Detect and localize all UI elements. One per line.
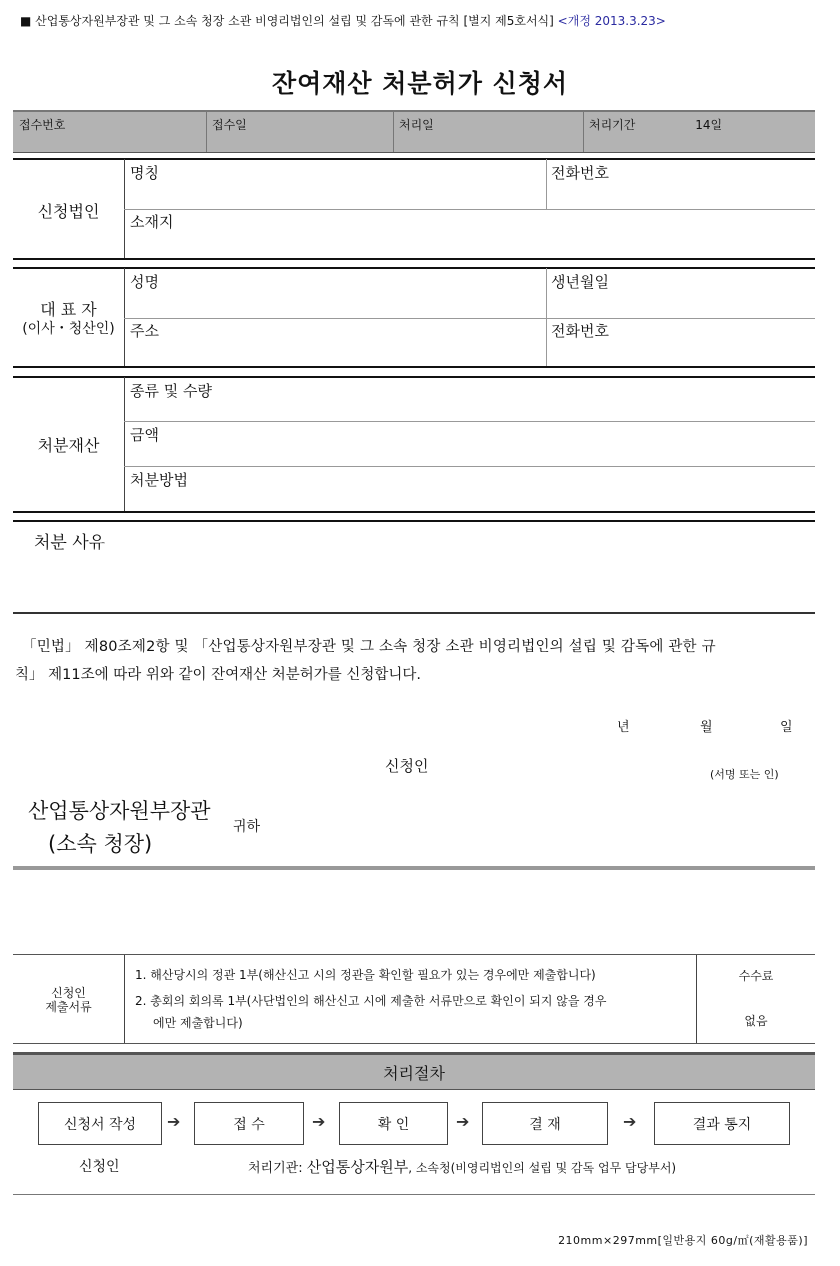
rep-birth-label: 생년월일 <box>551 273 609 291</box>
corp-phone-label: 전화번호 <box>551 164 609 182</box>
corp-address-field[interactable] <box>125 210 815 257</box>
procedure-agency <box>248 1156 676 1177</box>
corp-address-label: 소재지 <box>130 213 174 231</box>
paper-spec: 210mm×297mm[일반용지 60g/㎡(재활용품)] <box>558 1234 808 1247</box>
document-item-2: 2. 총회의 회의록 1부(사단법인의 해산신고 시에 제출한 서류만으로 확인이 되지 않을 경우 <box>135 994 607 1008</box>
procedure-title: 처리절차 <box>383 1063 445 1083</box>
statement-line-2: 칙」 제11조에 따라 위와 같이 잔여재산 처분허가를 신청합니다. <box>15 667 421 683</box>
divider <box>13 511 815 513</box>
property-amount-label: 금액 <box>130 426 159 444</box>
applicant-signature-field[interactable] <box>440 752 700 776</box>
statement-line-1: 「민법」 제80조제2항 및 「산업통상자원부장관 및 그 소속 청장 소관 비영리법인의 설립 및 감독에 관한 규 <box>22 639 716 655</box>
divider <box>13 520 815 522</box>
processing-period <box>583 112 815 152</box>
arrow-right-icon: ➔ <box>456 1112 470 1131</box>
property-type-label: 종류 및 수량 <box>130 382 212 400</box>
addressee-line-1: 산업통상자원부장관 <box>28 799 211 823</box>
processing-period-value: 14일 <box>695 118 723 132</box>
processed-date-label: 처리일 <box>399 118 434 132</box>
addressee-line-2: (소속 청장) <box>48 832 153 856</box>
documents-label-2: 제출서류 <box>45 1000 92 1014</box>
representative-sublabel: (이사・청산인) <box>22 321 115 337</box>
property-method-label: 처분방법 <box>130 471 188 489</box>
rep-address-field[interactable] <box>125 319 545 365</box>
receipt-number-field[interactable] <box>13 112 206 152</box>
reason-field[interactable] <box>13 556 815 610</box>
property-type-field[interactable] <box>125 378 815 420</box>
date-day-label: 일 <box>780 720 793 735</box>
page-title: 잔여재산 처분허가 신청서 <box>271 69 569 98</box>
step-review <box>339 1102 448 1145</box>
divider <box>13 612 815 614</box>
rep-address-label: 주소 <box>130 322 159 340</box>
regulation-text: ■ 산업통상자원부장관 및 그 소속 청장 소관 비영리법인의 설립 및 감독에 관한 규칙 [별지 제5호서식] <box>20 14 554 28</box>
step-label: 확 인 <box>377 1116 410 1133</box>
agency-rest: , 소속청(비영리법인의 설립 및 감독 업무 담당부서) <box>408 1161 677 1175</box>
documents-label-1: 신청인 <box>51 986 86 1000</box>
property-amount-field[interactable] <box>125 422 815 465</box>
addressee-suffix: 귀하 <box>233 819 261 835</box>
reason-label: 처분 사유 <box>34 533 106 553</box>
step-approval <box>482 1102 608 1145</box>
divider <box>13 954 815 955</box>
agency-main: 산업통상자원부 <box>306 1158 409 1176</box>
rep-name-field[interactable] <box>125 269 545 317</box>
fee-value: 없음 <box>744 1014 768 1028</box>
date-month-label: 월 <box>700 720 713 735</box>
corp-name-field[interactable] <box>125 160 545 208</box>
receipt-bar <box>13 110 815 153</box>
divider <box>13 1194 815 1195</box>
arrow-right-icon: ➔ <box>312 1112 326 1131</box>
step-label: 결 재 <box>529 1116 561 1133</box>
revision-note: <개정 2013.3.23> <box>557 14 666 28</box>
document-item-2-cont: 에만 제출합니다) <box>153 1016 243 1030</box>
receipt-number-label: 접수번호 <box>19 118 66 132</box>
rep-birth-field[interactable] <box>547 269 815 317</box>
representative-label: 대 표 자 <box>40 300 97 319</box>
receipt-date-label: 접수일 <box>212 118 247 132</box>
step-receipt <box>194 1102 304 1145</box>
signature-hint: (서명 또는 인) <box>710 768 779 781</box>
property-method-field[interactable] <box>125 467 815 510</box>
date-year-label: 년 <box>617 720 630 735</box>
divider <box>13 366 815 368</box>
processed-date-field[interactable] <box>393 112 583 152</box>
step-label: 결과 통지 <box>692 1116 752 1133</box>
date-field[interactable] <box>560 712 810 736</box>
arrow-right-icon: ➔ <box>623 1112 637 1131</box>
agency-prefix: 처리기관: <box>248 1161 307 1176</box>
receipt-date-field[interactable] <box>206 112 393 152</box>
divider <box>13 866 815 870</box>
applicant-corp-label: 신청법인 <box>37 202 100 221</box>
divider <box>124 955 125 1043</box>
arrow-right-icon: ➔ <box>167 1112 181 1131</box>
fee-label: 수수료 <box>738 969 774 983</box>
property-label: 처분재산 <box>37 436 100 455</box>
document-item-1: 1. 해산당시의 정관 1부(해산신고 시의 정관을 확인할 필요가 있는 경우에만 제출합니다) <box>135 968 596 982</box>
step-application <box>38 1102 162 1145</box>
corp-name-label: 명칭 <box>130 164 159 182</box>
step-label: 접 수 <box>233 1116 265 1133</box>
rep-phone-label: 전화번호 <box>551 322 609 340</box>
step-notification <box>654 1102 790 1145</box>
rep-name-label: 성명 <box>130 273 159 291</box>
procedure-applicant-label: 신청인 <box>79 1159 120 1175</box>
divider <box>13 258 815 260</box>
divider <box>13 1043 815 1044</box>
regulation-header <box>20 12 666 29</box>
processing-period-label: 처리기간 <box>589 118 636 132</box>
step-label: 신청서 작성 <box>63 1116 137 1133</box>
rep-phone-field[interactable] <box>547 319 815 365</box>
applicant-signature-label: 신청인 <box>385 757 429 775</box>
corp-phone-field[interactable] <box>547 160 815 208</box>
procedure-title-bar <box>13 1052 815 1090</box>
